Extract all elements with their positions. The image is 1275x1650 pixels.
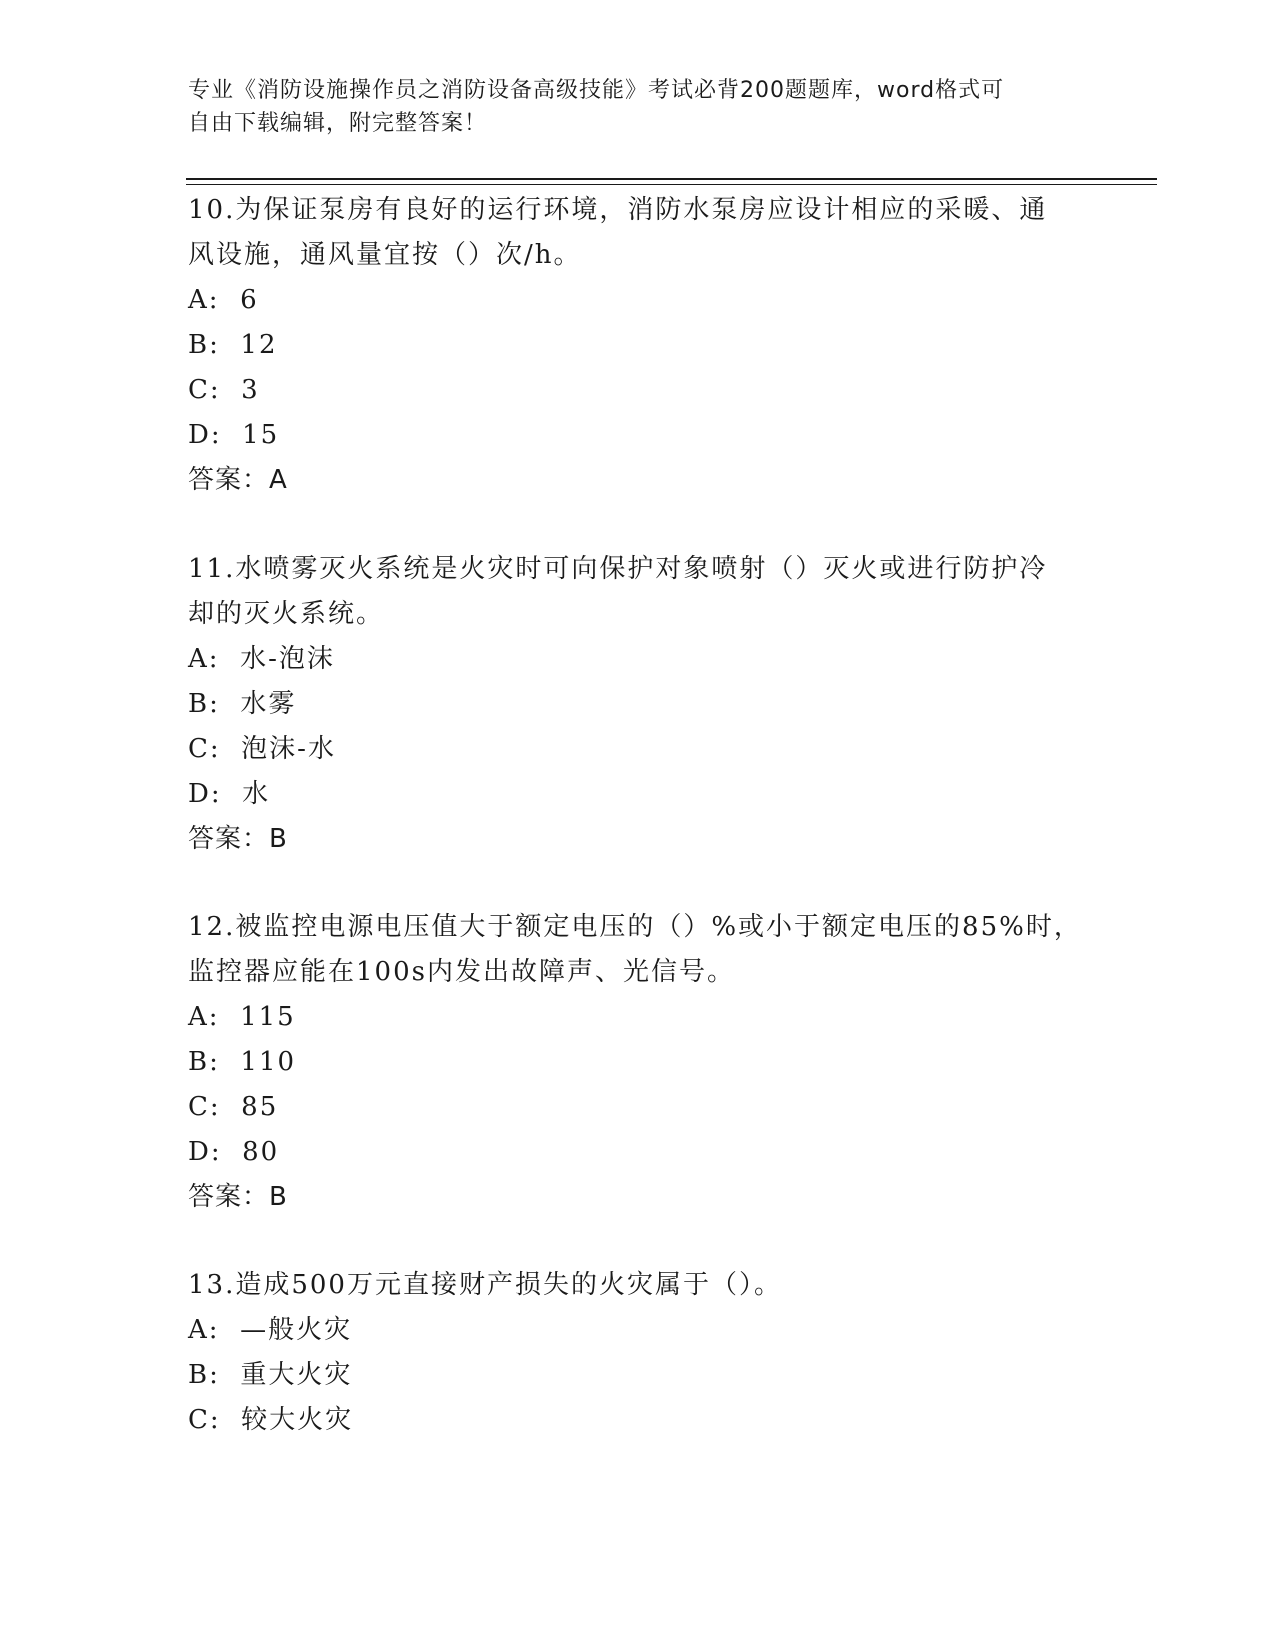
- question-12: [188, 905, 1088, 1220]
- question-stem-line: 11.水喷雾灭火系统是火灾时可向保护对象喷射（）灭火或进行防护冷: [188, 554, 1048, 584]
- question-stem-line: 监控器应能在100s内发出故障声、光信号。: [188, 957, 735, 987]
- question-stem-line: 风设施，通风量宜按（）次/h。: [188, 240, 582, 270]
- option-c: C: 3: [188, 375, 260, 405]
- option-c: C: 泡沫-水: [188, 734, 336, 764]
- question-stem-line: 却的灭火系统。: [188, 599, 385, 629]
- option-a: A: —般火灾: [188, 1315, 353, 1345]
- question-stem-line: 10.为保证泵房有良好的运行环境，消防水泵房应设计相应的采暖、通: [188, 195, 1048, 225]
- option-c: C: 85: [188, 1092, 279, 1122]
- option-d: D: 15: [188, 420, 280, 450]
- header-line-1: 专业《消防设施操作员之消防设备高级技能》考试必背200题题库，word格式可: [188, 78, 1005, 103]
- header-divider-thin: [186, 184, 1157, 185]
- option-a: A: 水-泡沫: [188, 644, 335, 674]
- question-stem-line: 13.造成500万元直接财产损失的火灾属于（）。: [188, 1270, 782, 1300]
- question-stem-line: 12.被监控电源电压值大于额定电压的（）%或小于额定电压的85%时，: [188, 912, 1082, 942]
- option-d: D: 80: [188, 1137, 280, 1167]
- answer-line: 答案：B: [188, 824, 288, 854]
- option-b: B: 重大火灾: [188, 1360, 353, 1390]
- question-13: [188, 1263, 1088, 1443]
- header-line-2: 自由下载编辑，附完整答案！: [188, 111, 488, 136]
- answer-line: 答案：A: [188, 465, 288, 495]
- option-a: A: 6: [188, 285, 259, 315]
- option-a: A: 115: [188, 1002, 296, 1032]
- header-divider-thick: [186, 178, 1157, 180]
- question-11: [188, 547, 1088, 862]
- option-b: B: 12: [188, 330, 278, 360]
- option-b: B: 110: [188, 1047, 297, 1077]
- document-header: [188, 74, 1088, 140]
- option-b: B: 水雾: [188, 689, 297, 719]
- answer-line: 答案：B: [188, 1182, 288, 1212]
- option-c: C: 较大火灾: [188, 1405, 354, 1435]
- question-10: [188, 188, 1088, 503]
- option-d: D: 水: [188, 779, 271, 809]
